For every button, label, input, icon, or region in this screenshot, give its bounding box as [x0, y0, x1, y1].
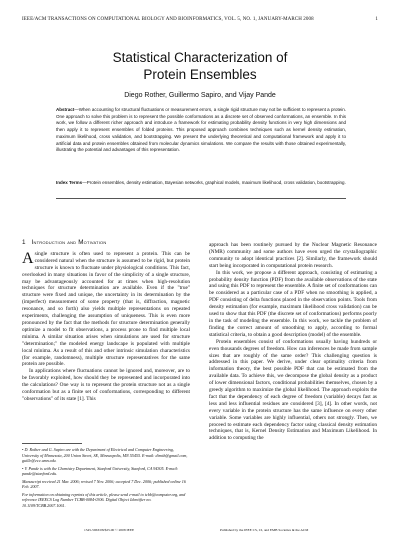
footnote: For information on obtaining reprints of this article, please send e-mail to tcbb@computer.org, and reference IEEECS Log Number TCBB-0084-0306. Digital Object Identifier no. 10.1109/TCBB.2007.1061. — [22, 491, 186, 508]
journal-header: IEEE/ACM TRANSACTIONS ON COMPUTATIONAL BIOLOGY AND BIOINFORMATICS, VOL. 5, NO. 1, JANUARY-MARCH 2008 — [22, 17, 314, 22]
right-column — [209, 242, 377, 442]
index-terms-label: Index Terms — [56, 180, 83, 185]
paragraph: approach has been routinely pursued by the Nuclear Magnetic Resonance (NMR) community and some authors have even urged the crystallographic community to adopt identical practices [2]. Similarly, the framework should start being incorporated in computational protein research. — [209, 242, 377, 269]
abstract-text: —When accounting for structural fluctuations or measurement errors, a single rigid structure may not be sufficient to represent a protein. One approach to solve this problem is to represent the possible conformations as a discrete set of observed conformations, an ensemble. In this work, we follow a different richer approach and introduce a framework for estimating probability density functions in very high dimensions and then apply it to represent ensembles of folded proteins. This proposed approach combines techniques such as kernel density estimation, maximum likelihood, cross validation, and bootstrapping. We present the underlying theoretical and computational framework and apply it to artificial data and protein ensembles obtained from molecular dynamics simulations. We compare the results with those obtained experimentally, illustrating the potential and advantages of this representation. — [56, 107, 346, 153]
publisher-footer: Published by the IEEE CS, CI, and EMB Societies & the ACM — [220, 528, 309, 532]
footnote: • V. Pande is with the Chemistry Department, Stanford University, Stanford, CA 94305. E-mail: pande@stanford.edu. — [22, 465, 179, 476]
abstract-label: Abstract — [56, 107, 75, 112]
title-line-2: Protein Ensembles — [143, 67, 257, 82]
title-line-1: Statistical Characterization of — [112, 50, 288, 65]
paragraph: In applications where fluctuations cannot be ignored and, moreover, are to be favorably exploited, how should they be represented and incorporated into the calculations? One way is to represent the protein structure not as a single conformation but as a finite set of conformations, corresponding to different "observations" of its state [1]. This — [22, 368, 190, 402]
page-number: 1 — [375, 17, 378, 22]
index-terms — [56, 180, 346, 187]
paragraph: In this work, we propose a different approach, consisting of estimating a probability density function (PDF) from the available observations of the state and using this PDF to represent the ensemble. A finite set of conformations can be considered as a particular case of a PDF when no smoothing is applied, a PDF consisting of delta functions placed in the observation points. Tools from density estimation (for example, maximum likelihood cross validation) can be used to show that this PDF (the discrete set of conformations) performs poorly in the task of modeling the ensemble. In this work, we tackle the problem of finding the correct amount of smoothing to apply, according to formal statistical criteria, to obtain a good description (model) of the ensemble. — [209, 269, 377, 338]
paragraph: Asingle structure is often used to represent a protein. This can be considered natural when the structure is assumed to be rigid, but protein structure is known to fluctuate under physiological conditions. This fact, overlooked in many situations in favor of the simplicity of a single structure, may be advantageously accounted for at times when high-resolution techniques for structure determination are available. Even if the "true" structure were fixed and unique, the uncertainty in its determination by the (imperfect) measurement of some property (that is, diffraction, magnetic resonance, and so forth) also yields multiple representations on repeated experiments, challenging the assumption of uniqueness. This is even more pronounced by the fact that the methods for structure determination generally optimize a model to fit observations, a process prone to find multiple local minima. A similar situation arises when simulations are used for structure "determination;" the modeled energy landscape is populated with multiple local minima. As a result of this and other intrinsic simulation characteristics (for example, randomness), multiple structure representatives for the same protein are possible. — [22, 249, 190, 368]
paragraph: Protein ensembles consist of conformations usually having hundreds or even thousands degrees of freedom. How can inferences be made from sample sizes that are roughly of the same order? This challenging question is addressed in this paper. We derive, under clear optimality criteria from information theory, the best possible PDF that can be estimated from the available data. To achieve this, we decompose the global density as a product of lower dimensional factors, conditional probabilities themselves, chosen by a greedy algorithm to maximize the global likelihood. The approach exploits the fact that the dependency of each degree of freedom (variable) decays fast as less and less influential residues are considered [3], [4]. In other words, not every variable in the protein structure has the same influence on every other variable. Some variables are highly influential, others not strongly. Then, we proceed to estimate each dependency factor using classical density estimation techniques, that is, Kernel Density Estimation and Maximum Likelihood. In addition to computing the — [209, 338, 377, 442]
section-title: Introduction and Motivation — [31, 239, 107, 246]
index-terms-text: —Protein ensembles, density estimation, Bayesian networks, graphical models, maximum likelihood, cross validation, bootstrapping. — [82, 180, 346, 185]
running-header — [22, 17, 378, 25]
footnote: • D. Rother and G. Sapiro are with the Department of Electrical and Computer Engineering, University of Minnesota, 200 Union Street, SE, Minneapolis, MN 55455. E-mail: diroth@gmail.com, guille@ece.umn.edu. — [22, 447, 188, 463]
section-number: 1 — [22, 239, 26, 246]
abstract-divider — [56, 198, 346, 199]
left-column — [22, 240, 190, 403]
paper-title — [30, 49, 370, 83]
authors: Diego Rother, Guillermo Sapiro, and Vijay Pande — [124, 92, 276, 99]
copyright-footer: 1545-5963/08/$25.00 © 2008 IEEE — [84, 528, 135, 532]
abstract — [56, 107, 346, 154]
drop-cap: A — [22, 249, 34, 267]
footnote-divider — [22, 443, 82, 444]
section-heading — [22, 240, 190, 247]
footnote: Manuscript received 21 Mar. 2006; revised 7 Nov. 2006; accepted 7 Dec. 2006; published online 16 Feb. 2007. — [22, 478, 186, 489]
footnotes — [22, 447, 190, 510]
